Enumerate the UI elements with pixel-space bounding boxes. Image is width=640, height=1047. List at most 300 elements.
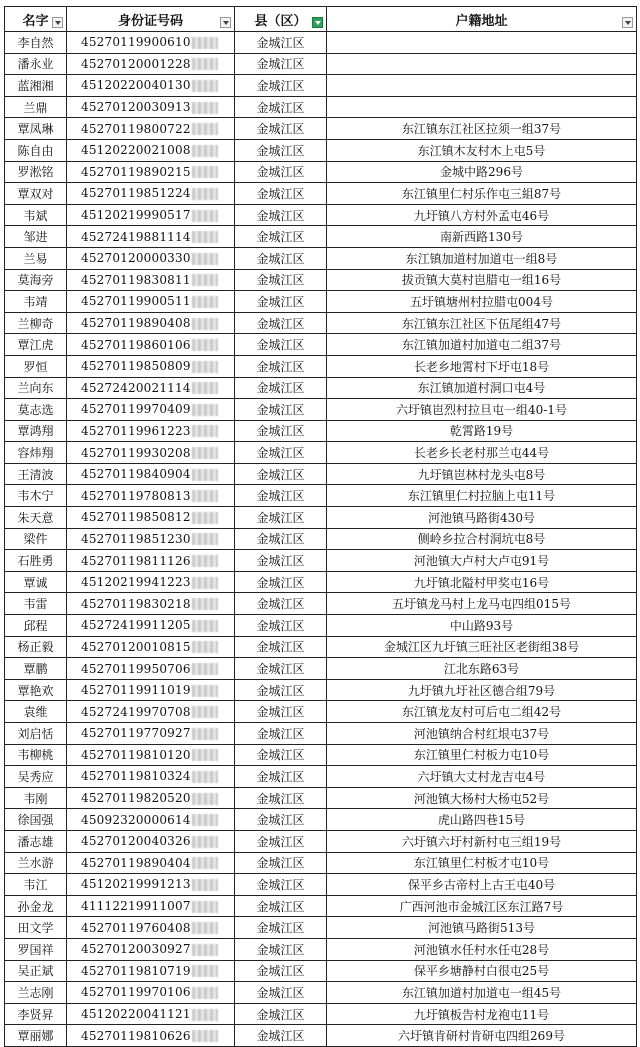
address-cell[interactable]: 东江镇里仁村板才屯10号 [327,852,637,874]
name-cell[interactable]: 韦雷 [5,593,67,615]
county-cell[interactable]: 金城江区 [235,917,327,939]
address-cell[interactable]: 长老乡地霄村下圩屯18号 [327,355,637,377]
county-cell[interactable]: 金城江区 [235,377,327,399]
county-cell[interactable]: 金城江区 [235,355,327,377]
county-cell[interactable]: 金城江区 [235,636,327,658]
id-number-cell[interactable] [67,960,235,982]
address-cell[interactable]: 九圩镇北隘村甲奖屯16号 [327,571,637,593]
name-cell[interactable]: 兰柳奇 [5,312,67,334]
name-cell[interactable]: 莫志选 [5,399,67,421]
redacted-digits-blur [192,404,218,416]
address-cell[interactable]: 九圩镇板告村龙袍屯11号 [327,1003,637,1025]
id-number-cell[interactable] [67,507,235,529]
address-cell[interactable]: 五圩镇塘州村拉腊屯004号 [327,291,637,313]
table-row [5,636,637,658]
redacted-digits-blur [192,145,218,157]
table-row [5,744,637,766]
address-cell[interactable]: 江北东路63号 [327,658,637,680]
address-cell[interactable]: 东江镇加道村加道屯一组45号 [327,982,637,1004]
county-cell[interactable]: 金城江区 [235,485,327,507]
address-cell[interactable] [327,53,637,75]
name-cell[interactable]: 王清波 [5,463,67,485]
table-row [5,917,637,939]
address-cell[interactable]: 河池镇纳合村红垠屯37号 [327,723,637,745]
redacted-digits-blur [192,123,218,135]
id-number-cell[interactable] [67,874,235,896]
id-number-text: 45270119810719 [81,963,191,978]
id-number-cell[interactable] [67,787,235,809]
id-number-cell[interactable] [67,226,235,248]
redacted-digits-blur [192,58,218,70]
name-cell[interactable]: 覃凤琳 [5,118,67,140]
id-number-cell[interactable] [67,161,235,183]
county-cell[interactable]: 金城江区 [235,723,327,745]
name-cell[interactable]: 徐国强 [5,809,67,831]
name-cell[interactable]: 杨正毅 [5,636,67,658]
name-cell[interactable]: 朱天意 [5,507,67,529]
id-number-cell[interactable] [67,420,235,442]
id-number-cell[interactable] [67,593,235,615]
table-row [5,442,637,464]
name-cell[interactable]: 覃丽娜 [5,1025,67,1047]
name-cell[interactable]: 邹进 [5,226,67,248]
county-cell[interactable]: 金城江区 [235,830,327,852]
id-number-cell[interactable] [67,636,235,658]
county-cell[interactable]: 金城江区 [235,269,327,291]
address-cell[interactable]: 东江镇里仁村拉脑上屯11号 [327,485,637,507]
county-cell[interactable]: 金城江区 [235,550,327,572]
county-cell[interactable]: 金城江区 [235,399,327,421]
id-number-cell[interactable] [67,701,235,723]
id-number-cell[interactable] [67,1003,235,1025]
id-number-text: 45270119930208 [81,445,191,460]
id-number-cell[interactable] [67,615,235,637]
redacted-digits-blur [192,706,218,718]
name-cell[interactable]: 邱程 [5,615,67,637]
address-cell[interactable]: 东江镇东江社区下伍尾组47号 [327,312,637,334]
table-row [5,463,637,485]
name-cell[interactable]: 覃艳欢 [5,679,67,701]
redacted-digits-blur [192,641,218,653]
address-cell[interactable] [327,32,637,54]
table-row [5,118,637,140]
redacted-digits-blur [192,253,218,265]
id-number-cell[interactable] [67,528,235,550]
redacted-digits-blur [192,771,218,783]
id-number-text: 45270119850812 [81,510,191,525]
county-cell[interactable]: 金城江区 [235,291,327,313]
name-cell[interactable]: 容炜翔 [5,442,67,464]
name-cell[interactable]: 韦靖 [5,291,67,313]
id-number-cell[interactable] [67,399,235,421]
address-cell[interactable]: 河池镇马路街513号 [327,917,637,939]
county-cell[interactable]: 金城江区 [235,226,327,248]
address-cell[interactable]: 东江镇加道村加道屯一组8号 [327,247,637,269]
address-cell[interactable]: 河池镇大卢村大卢屯91号 [327,550,637,572]
id-number-cell[interactable] [67,895,235,917]
table-row [5,32,637,54]
address-cell[interactable]: 金城中路296号 [327,161,637,183]
id-number-text: 41112219911007 [81,899,191,914]
id-number-cell[interactable] [67,485,235,507]
redacted-digits-blur [192,512,218,524]
name-cell[interactable]: 石胜勇 [5,550,67,572]
id-number-text: 45270119780813 [81,488,191,503]
id-number-cell[interactable] [67,679,235,701]
county-cell[interactable]: 金城江区 [235,528,327,550]
name-cell[interactable]: 李贤昇 [5,1003,67,1025]
address-cell[interactable]: 长老乡长老村那兰屯44号 [327,442,637,464]
table-row [5,938,637,960]
name-cell[interactable]: 李自然 [5,32,67,54]
county-cell[interactable]: 金城江区 [235,442,327,464]
redacted-digits-blur [192,188,218,200]
address-cell[interactable]: 河池镇大杨村大杨屯52号 [327,787,637,809]
table-row [5,982,637,1004]
address-cell[interactable]: 九圩镇九圩社区德合组79号 [327,679,637,701]
id-number-text: 45120219941223 [81,575,191,590]
county-cell[interactable]: 金城江区 [235,247,327,269]
address-cell[interactable]: 六圩镇岜烈村拉旦屯一组40-1号 [327,399,637,421]
id-number-cell[interactable] [67,658,235,680]
header-row [5,7,637,32]
table-row [5,571,637,593]
id-number-text: 45272419881114 [81,229,191,244]
county-cell[interactable]: 金城江区 [235,420,327,442]
id-number-text: 45120220021008 [81,143,191,158]
address-cell[interactable]: 东江镇加道村加道屯二组37号 [327,334,637,356]
redacted-digits-blur [192,425,218,437]
table-row [5,247,637,269]
id-number-cell[interactable] [67,917,235,939]
name-cell[interactable]: 兰水游 [5,852,67,874]
id-number-text: 45120219991213 [81,877,191,892]
column-header-name [5,7,67,32]
county-cell[interactable]: 金城江区 [235,204,327,226]
id-number-cell[interactable] [67,723,235,745]
table-row [5,658,637,680]
table-row [5,183,637,205]
id-number-cell[interactable] [67,53,235,75]
address-cell[interactable]: 侧岭乡拉合村洞坑屯8号 [327,528,637,550]
id-number-text: 45270119810120 [81,747,191,762]
residents-table [4,6,637,1047]
redacted-digits-blur [192,533,218,545]
id-number-text: 45270119760408 [81,920,191,935]
address-cell[interactable]: 河池镇马路街430号 [327,507,637,529]
name-cell[interactable]: 罗国祥 [5,938,67,960]
id-number-text: 45120220041121 [81,1007,191,1022]
id-number-text: 45270119950706 [81,661,191,676]
redacted-digits-blur [192,447,218,459]
county-cell[interactable]: 金城江区 [235,960,327,982]
redacted-digits-blur [192,1030,218,1042]
id-number-cell[interactable] [67,183,235,205]
table-row [5,830,637,852]
name-cell[interactable]: 韦木宁 [5,485,67,507]
address-cell[interactable]: 东江镇东江社区拉须一组37号 [327,118,637,140]
name-cell[interactable]: 吴秀应 [5,766,67,788]
redacted-digits-blur [192,922,218,934]
name-cell[interactable]: 覃双对 [5,183,67,205]
id-number-cell[interactable] [67,550,235,572]
address-cell[interactable]: 九圩镇八方村外孟屯46号 [327,204,637,226]
id-number-text: 45270119970409 [81,402,191,417]
name-cell[interactable]: 韦柳桃 [5,744,67,766]
column-header-id [67,7,235,32]
redacted-digits-blur [192,814,218,826]
address-cell[interactable]: 东江镇里仁村板力屯10号 [327,744,637,766]
id-number-text: 45270119890215 [81,164,191,179]
name-cell[interactable]: 兰向东 [5,377,67,399]
id-number-cell[interactable] [67,830,235,852]
address-cell[interactable]: 东江镇木友村木上屯5号 [327,139,637,161]
table-row [5,291,637,313]
county-cell[interactable]: 金城江区 [235,874,327,896]
name-cell[interactable]: 兰鼎 [5,96,67,118]
county-cell[interactable]: 金城江区 [235,658,327,680]
address-cell[interactable]: 东江镇加道村洞口屯4号 [327,377,637,399]
table-row [5,226,637,248]
county-cell[interactable]: 金城江区 [235,744,327,766]
table-row [5,766,637,788]
county-cell[interactable]: 金城江区 [235,1025,327,1047]
id-number-cell[interactable] [67,377,235,399]
id-number-text: 45270120000330 [81,251,191,266]
address-cell[interactable]: 九圩镇岜林村龙头屯8号 [327,463,637,485]
redacted-digits-blur [192,728,218,740]
redacted-digits-blur [192,555,218,567]
address-cell[interactable]: 六圩镇六圩村新村屯三组19号 [327,830,637,852]
id-number-cell[interactable] [67,1025,235,1047]
column-header-county [235,7,327,32]
name-cell[interactable]: 袁维 [5,701,67,723]
id-number-text: 45120219990517 [81,208,191,223]
active-filter-icon[interactable] [312,17,323,28]
name-cell[interactable]: 兰志刚 [5,982,67,1004]
address-cell[interactable]: 六圩镇肯研村肯研屯四组269号 [327,1025,637,1047]
name-cell[interactable]: 梁件 [5,528,67,550]
id-number-text: 45270119830811 [81,272,191,287]
county-cell[interactable]: 金城江区 [235,118,327,140]
table-row [5,507,637,529]
county-cell[interactable]: 金城江区 [235,183,327,205]
id-number-text: 45092320000614 [81,812,191,827]
id-number-cell[interactable] [67,247,235,269]
id-number-cell[interactable] [67,442,235,464]
table-row [5,723,637,745]
address-cell[interactable]: 南新西路130号 [327,226,637,248]
county-cell[interactable]: 金城江区 [235,139,327,161]
address-cell[interactable]: 保平乡塘静村白很屯25号 [327,960,637,982]
id-number-cell[interactable] [67,355,235,377]
county-cell[interactable]: 金城江区 [235,507,327,529]
id-number-text: 45270119851230 [81,531,191,546]
name-cell[interactable]: 孙金龙 [5,895,67,917]
id-number-cell[interactable] [67,571,235,593]
redacted-digits-blur [192,663,218,675]
redacted-digits-blur [192,490,218,502]
county-cell[interactable]: 金城江区 [235,982,327,1004]
county-cell[interactable]: 金城江区 [235,32,327,54]
filter-dropdown-icon[interactable] [52,17,63,28]
name-cell[interactable]: 田文学 [5,917,67,939]
name-cell[interactable]: 蓝湘湘 [5,75,67,97]
id-number-text: 45270119890408 [81,316,191,331]
id-number-cell[interactable] [67,766,235,788]
id-number-cell[interactable] [67,744,235,766]
county-cell[interactable]: 金城江区 [235,938,327,960]
address-cell[interactable]: 河池镇水任村水任屯28号 [327,938,637,960]
address-cell[interactable] [327,75,637,97]
name-cell[interactable]: 覃鸿翔 [5,420,67,442]
name-cell[interactable]: 罗淞铭 [5,161,67,183]
county-cell[interactable]: 金城江区 [235,53,327,75]
county-cell[interactable]: 金城江区 [235,1003,327,1025]
address-cell[interactable]: 虎山路四巷15号 [327,809,637,831]
county-cell[interactable]: 金城江区 [235,679,327,701]
id-number-cell[interactable] [67,75,235,97]
table-row [5,161,637,183]
name-cell[interactable]: 韦刚 [5,787,67,809]
filter-dropdown-icon[interactable] [622,17,633,28]
redacted-digits-blur [192,577,218,589]
address-cell[interactable]: 金城江区九圩镇三旺社区老街组38号 [327,636,637,658]
address-cell[interactable] [327,96,637,118]
county-cell[interactable]: 金城江区 [235,701,327,723]
redacted-digits-blur [192,102,218,114]
id-number-cell[interactable] [67,852,235,874]
column-header-label: 名字 [22,13,49,29]
county-cell[interactable]: 金城江区 [235,312,327,334]
column-header-address [327,7,637,32]
table-row [5,787,637,809]
id-number-text: 45270119900610 [81,35,191,50]
address-cell[interactable]: 保平乡古帝村上古王屯40号 [327,874,637,896]
address-cell[interactable]: 东江镇里仁村乐作屯三組87号 [327,183,637,205]
redacted-digits-blur [192,944,218,956]
name-cell[interactable]: 潘永业 [5,53,67,75]
id-number-text: 45270119800722 [81,121,191,136]
name-cell[interactable]: 刘启恬 [5,723,67,745]
table-row [5,377,637,399]
id-number-cell[interactable] [67,139,235,161]
id-number-cell[interactable] [67,982,235,1004]
redacted-digits-blur [192,274,218,286]
county-cell[interactable]: 金城江区 [235,852,327,874]
name-cell[interactable]: 覃鹏 [5,658,67,680]
id-number-cell[interactable] [67,269,235,291]
id-number-text: 45270120040326 [81,834,191,849]
name-cell[interactable]: 吴正斌 [5,960,67,982]
address-cell[interactable]: 乾霄路19号 [327,420,637,442]
name-cell[interactable]: 罗恒 [5,355,67,377]
redacted-digits-blur [192,231,218,243]
name-cell[interactable]: 兰易 [5,247,67,269]
id-number-cell[interactable] [67,334,235,356]
table-row [5,679,637,701]
redacted-digits-blur [192,361,218,373]
id-number-cell[interactable] [67,463,235,485]
table-row [5,96,637,118]
address-cell[interactable]: 六圩镇大丈村龙吉屯4号 [327,766,637,788]
name-cell[interactable]: 陈自由 [5,139,67,161]
id-number-cell[interactable] [67,32,235,54]
id-number-cell[interactable] [67,291,235,313]
id-number-text: 45270119911019 [81,683,191,698]
name-cell[interactable]: 覃诚 [5,571,67,593]
id-number-cell[interactable] [67,938,235,960]
redacted-digits-blur [192,620,218,632]
id-number-text: 45270119840904 [81,467,191,482]
address-cell[interactable]: 广西河池市金城江区东江路7号 [327,895,637,917]
table-row [5,53,637,75]
table-row [5,204,637,226]
county-cell[interactable]: 金城江区 [235,809,327,831]
table-row [5,139,637,161]
county-cell[interactable]: 金城江区 [235,96,327,118]
address-cell[interactable]: 东江镇龙友村可后屯二组42号 [327,701,637,723]
county-cell[interactable]: 金城江区 [235,571,327,593]
table-row [5,485,637,507]
table-row [5,1025,637,1047]
table-row [5,615,637,637]
redacted-digits-blur [192,80,218,92]
table-body [5,32,637,1047]
id-number-cell[interactable] [67,96,235,118]
name-cell[interactable]: 莫海旁 [5,269,67,291]
redacted-digits-blur [192,965,218,977]
county-cell[interactable]: 金城江区 [235,334,327,356]
id-number-cell[interactable] [67,204,235,226]
id-number-text: 45270119970106 [81,985,191,1000]
county-cell[interactable]: 金城江区 [235,766,327,788]
table-row [5,312,637,334]
redacted-digits-blur [192,857,218,869]
id-number-cell[interactable] [67,118,235,140]
county-cell[interactable]: 金城江区 [235,75,327,97]
table-row [5,528,637,550]
redacted-digits-blur [192,166,218,178]
county-cell[interactable]: 金城江区 [235,463,327,485]
id-number-text: 45272419970708 [81,704,191,719]
table-row [5,355,637,377]
id-number-text: 45270119810324 [81,769,191,784]
redacted-digits-blur [192,1009,218,1021]
name-cell[interactable]: 覃江虎 [5,334,67,356]
county-cell[interactable]: 金城江区 [235,615,327,637]
table-row [5,420,637,442]
county-cell[interactable]: 金城江区 [235,895,327,917]
county-cell[interactable]: 金城江区 [235,161,327,183]
county-cell[interactable]: 金城江区 [235,787,327,809]
county-cell[interactable]: 金城江区 [235,593,327,615]
table-row [5,852,637,874]
redacted-digits-blur [192,749,218,761]
name-cell[interactable]: 潘志雄 [5,830,67,852]
name-cell[interactable]: 韦江 [5,874,67,896]
filter-dropdown-icon[interactable] [220,17,231,28]
id-number-cell[interactable] [67,809,235,831]
id-number-cell[interactable] [67,312,235,334]
address-cell[interactable]: 中山路93号 [327,615,637,637]
table-row [5,809,637,831]
address-cell[interactable]: 五圩镇龙马村上龙马屯四组015号 [327,593,637,615]
name-cell[interactable]: 韦斌 [5,204,67,226]
id-number-text: 45270120030927 [81,942,191,957]
address-cell[interactable]: 拔贡镇大莫村岜腊屯一组16号 [327,269,637,291]
redacted-digits-blur [192,987,218,999]
